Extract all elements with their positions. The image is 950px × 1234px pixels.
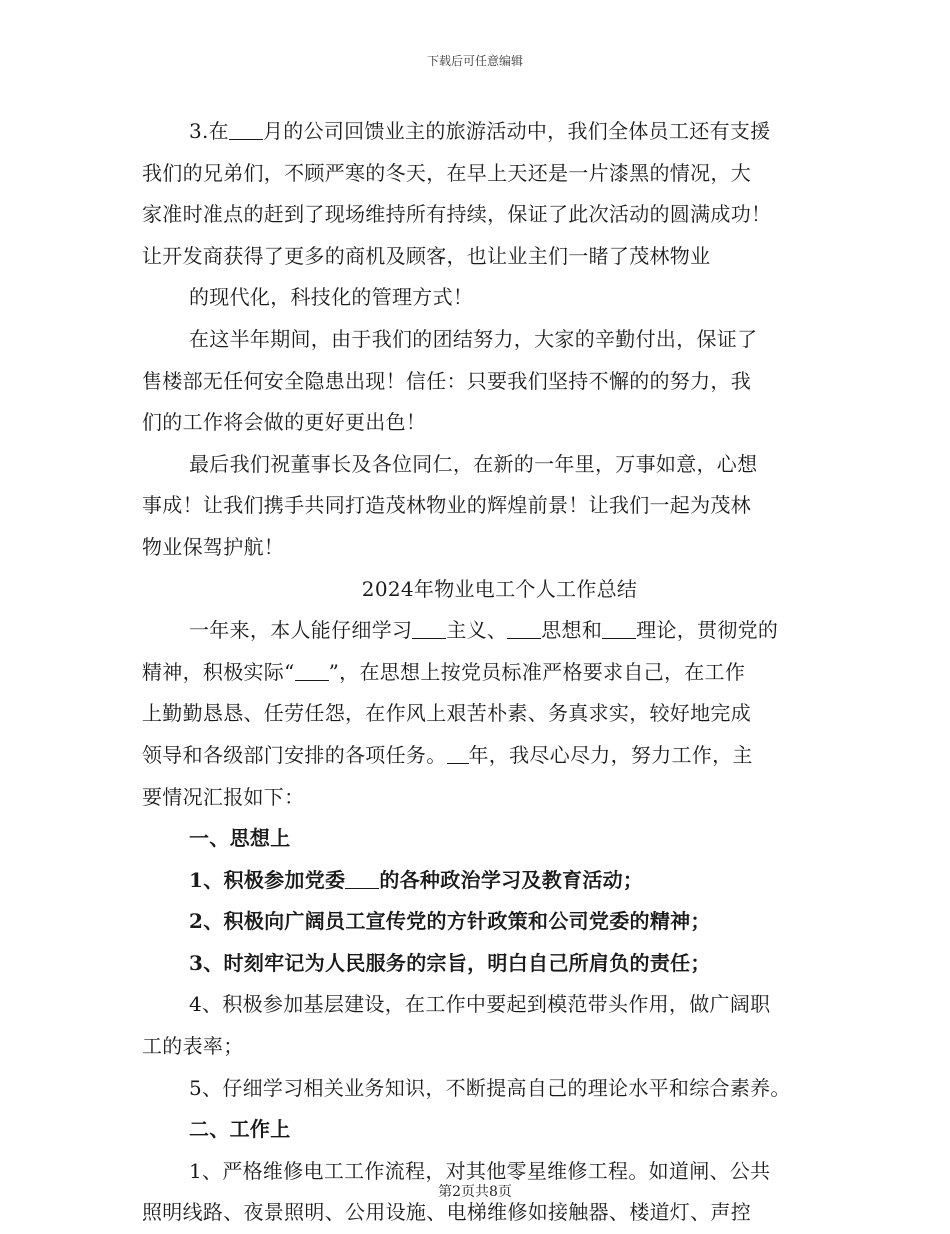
paragraph-line: 售楼部无任何安全隐患出现！信任：只要我们坚持不懈的的努力，我 — [142, 368, 751, 393]
text-segment: 领导和各级部门安排的各项任务。 — [142, 742, 447, 767]
page-header: 下载后可任意编辑 — [426, 54, 523, 68]
paragraph-line: 要情况汇报如下： — [142, 784, 305, 809]
paragraph-line: 家准时准点的赶到了现场维持所有持续，保证了此次活动的圆满成功！ — [142, 202, 772, 227]
section-heading: 一、思想上 — [189, 826, 291, 851]
list-item: 5、仔细学习相关业务知识，不断提高自己的理论水平和综合素养。 — [189, 1075, 791, 1100]
text-segment: 理论，贯彻党的 — [636, 618, 779, 643]
paragraph-line: 工的表率； — [142, 1034, 244, 1059]
text-segment: 思想和 — [541, 618, 603, 643]
paragraph-line — [142, 652, 817, 694]
blank-underline — [295, 662, 329, 681]
blank-underline — [507, 620, 541, 639]
text-segment: ”，在思想上按党员标准严格要求自己，在工作 — [328, 659, 746, 684]
paragraph-line: 上勤勤恳恳、任劳任怨，在作风上艰苦朴素、务真求实，较好地完成 — [142, 701, 751, 726]
paragraph-line — [142, 111, 817, 153]
text-segment: 3.在 — [189, 119, 229, 143]
list-item: 1、严格维修电工工作流程，对其他零星维修工程。如道闸、公共 — [189, 1158, 771, 1183]
list-item: 4、积极参加基层建设，在工作中要起到模范带头作用，做广阔职 — [189, 992, 771, 1017]
blank-underline — [447, 745, 469, 764]
blank-underline — [229, 121, 263, 140]
document-body — [142, 111, 817, 1234]
paragraph-line: 的现代化，科技化的管理方式！ — [189, 285, 474, 310]
text-segment: 月的公司回馈业主的旅游活动中，我们全体员工还有支援 — [262, 119, 771, 143]
text-segment: 1、积极参加党委 — [189, 867, 346, 892]
blank-underline — [602, 620, 636, 639]
section-heading: 二、工作上 — [189, 1117, 291, 1142]
paragraph-line — [142, 735, 817, 777]
paragraph-line: 事成！让我们携手共同打造茂林物业的辉煌前景！让我们一起为茂林 — [142, 493, 751, 518]
section-title: 2024年物业电工个人工作总结 — [361, 576, 638, 601]
paragraph-line: 让开发商获得了更多的商机及顾客，也让业主们一睹了茂林物业 — [142, 243, 711, 268]
blank-underline — [345, 870, 379, 889]
list-item — [142, 860, 817, 902]
text-segment: 一年来，本人能仔细学习 — [189, 618, 413, 643]
paragraph-line: 们的工作将会做的更好更出色！ — [142, 410, 427, 435]
paragraph-line: 我们的兄弟们，不顾严寒的冬天，在早上天还是一片漆黑的情况，大 — [142, 160, 751, 185]
paragraph-line: 照明线路、夜景照明、公用设施、电梯维修如接触器、楼道灯、声控 — [142, 1200, 751, 1225]
paragraph-line: 最后我们祝董事长及各位同仁，在新的一年里，万事如意，心想 — [189, 451, 758, 476]
text-segment: 主义、 — [446, 618, 508, 643]
text-segment: 年，我尽心尽力，努力工作，主 — [468, 742, 753, 767]
blank-underline — [412, 620, 446, 639]
paragraph-line: 在这半年期间，由于我们的团结努力，大家的辛勤付出，保证了 — [189, 326, 758, 351]
list-item: 2、积极向广阔员工宣传党的方针政策和公司党委的精神； — [189, 909, 711, 934]
text-segment: 的各种政治学习及教育活动； — [379, 867, 644, 892]
page-footer: 第2页共8页 — [438, 1184, 512, 1200]
paragraph-line — [142, 610, 817, 652]
text-segment: 精神，积极实际“ — [142, 659, 295, 684]
paragraph-line: 物业保驾护航！ — [142, 534, 285, 559]
list-item: 3、时刻牢记为人民服务的宗旨，明白自己所肩负的责任； — [189, 950, 711, 975]
